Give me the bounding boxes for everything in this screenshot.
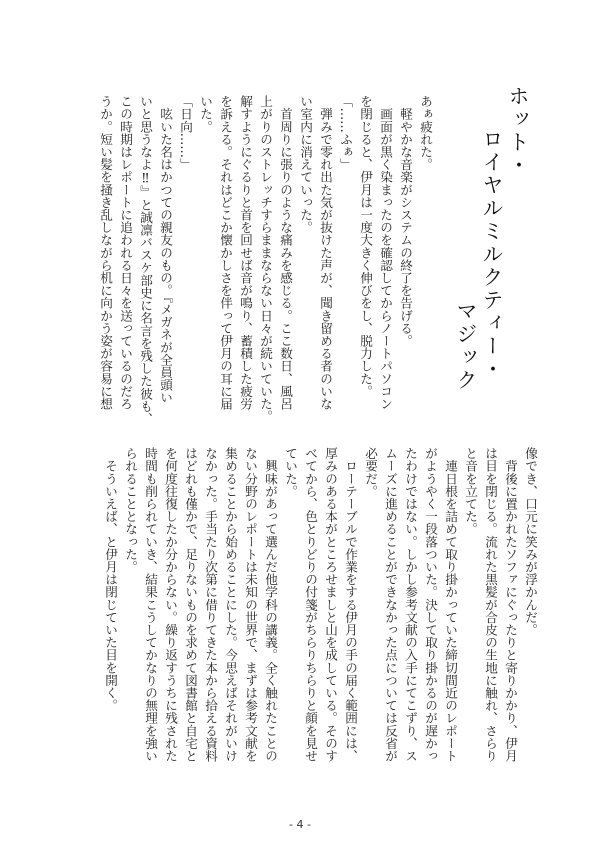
text-column: 呟いた名はかつての親友のもの。『メガネが全員頭い: [158, 95, 173, 404]
text-column: がようやく一段落ついた。決して取り掛かるのが遅かっ: [423, 447, 438, 762]
text-column: 画面が黒く染まったのを確認してからノートパソコン: [378, 95, 393, 410]
text-column: 「日向……」: [178, 95, 193, 171]
text-column: 集めることから始めることにした。今思えばそれがいけ: [223, 447, 238, 762]
text-column: ムーズに進めることができなかった点については反省が: [383, 447, 398, 762]
text-column: たわけではない。しかし参考文献の入手にてこずり、ス: [403, 447, 418, 762]
upper-text-block: [95, 95, 435, 425]
title-line-1: ホット・: [506, 85, 530, 177]
text-column: なかった。手当たり次第に借りてきた本から拾える資料: [203, 447, 218, 762]
text-column: 興味があって選んだ他学科の講義。全く触れたことの: [263, 447, 278, 762]
text-column: 背後に置かれたソファにぐったりと寄りかかり、伊月: [503, 447, 518, 762]
text-column: この時期はレポートに追われる日々を送っているのだろ: [118, 95, 133, 410]
title-line-3: マジック: [454, 300, 478, 392]
lower-text-block: [100, 447, 540, 767]
text-column: 上がりのストレッチすらままならない日々が続いていた。: [258, 95, 273, 423]
text-column: と音を立てた。: [463, 447, 478, 536]
text-column: 連日根を詰めて取り掛かっていた締切間近のレポート: [443, 447, 458, 762]
text-column: 必要だ。: [363, 447, 378, 498]
page-number: - 4 -: [289, 818, 311, 831]
text-column: 像でき、口元に笑みが浮かんだ。: [523, 447, 538, 636]
text-column: 首周りに張りのような痛みを感じる。ここ数日、風呂: [278, 95, 293, 410]
text-column: られることとなった。: [123, 447, 138, 573]
text-column: 厚みのある本がところせましと山を成している。そのす: [323, 447, 338, 762]
text-column: い室内に消えていった。: [298, 95, 313, 234]
text-column: は目を閉じる。流れた黒髪が合皮の生地に触れ、さらり: [483, 447, 498, 762]
text-column: あぁ疲れた。: [418, 95, 433, 171]
text-column: いた。: [198, 95, 213, 133]
text-column: べてから、色とりどりの付箋がちらりちらりと顔を見せ: [303, 447, 318, 762]
text-column: を訴える。それはどこか懐かしさを伴って伊月の耳に届: [218, 95, 233, 410]
text-column: 「……ふぁ」: [338, 95, 353, 171]
text-column: 弾みで零れ出た気が抜けた声が、聞き留める者のいな: [318, 95, 333, 410]
title-line-2: ロイヤルミルクティー・: [480, 128, 504, 381]
text-column: ローテーブルで作業をする伊月の手の届く範囲には、: [343, 447, 358, 762]
text-column: を何度往復したか分からない。繰り返すうちに残された: [163, 447, 178, 762]
text-column: ていた。: [283, 447, 298, 498]
text-column: 解すようにぐるりと首を回せば音が鳴り、蓄積した疲労: [238, 95, 253, 410]
text-column: そういえば、と伊月は閉じていた目を開く。: [103, 447, 118, 712]
text-column: 軽やかな音楽がシステムの終了を告げる。: [398, 95, 413, 347]
text-column: うか。短い髪を掻き乱しながら机に向かう姿が容易に想: [98, 95, 113, 410]
text-column: いと思うなよ‼』と誠凛バスケ部史に名言を残した彼も、: [138, 95, 153, 425]
text-column: を閉じると、伊月は一度大きく伸びをし、脱力した。: [358, 95, 373, 398]
text-column: 時間も削られていき、結果こうしてかなりの無理を強い: [143, 447, 158, 762]
text-column: ない分野のレポートは未知の世界で、まずは参考文献を: [243, 447, 258, 762]
text-column: はどれも僅かで、足りないものを求めて図書館と自宅と: [183, 447, 198, 762]
